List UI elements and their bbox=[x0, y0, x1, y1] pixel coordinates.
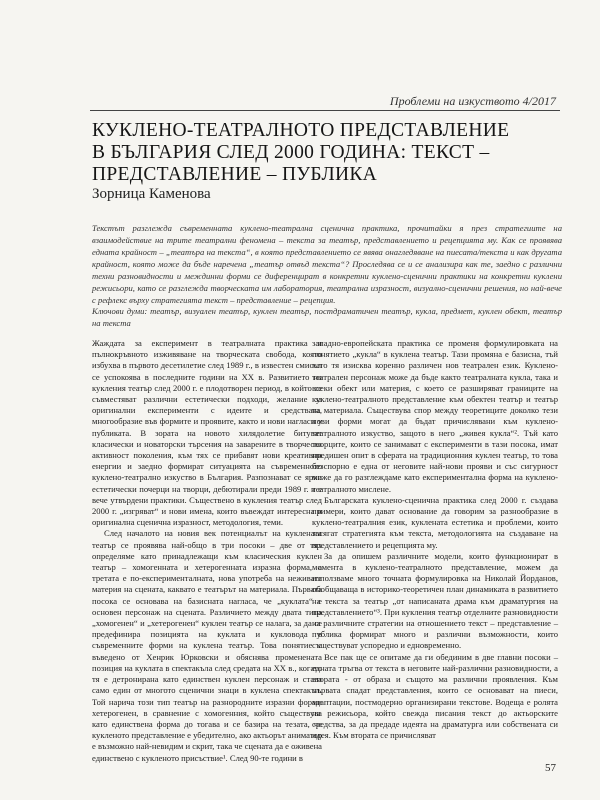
paragraph: След началото на новия век потенциалът на куклената театър се проявява най-общо в три посоки – две от тях определяме като принадлежащи към класическия куклен театър – хомогенната и хетерогенната изразна форма, а третата е по-експерименталната, нова употреба на неживата материя на сцената, каквато е театърът на материала. Първата посока се основава на базисната нагласа, че „куклата“ е основен персонаж на сцената. Различието между двата типа „хомогенен“ и „хетерогенен“ куклен театър се налага, за да се предефинира позицията на куклата и кукловода в съвременните форми на куклена театър. Това понятие е въведено от Хенрик Юрковски и обяснява променената позиция на куклата в спектакъла след средата на ХХ в., когато тя е детронирана като единствен куклен персонаж и става само един от многото сценични знаци в куклена спектакъл. Той нарича този тип театър на разнородните изразни форми хетерогенен, в сравнение с хомогенния, който съществува като единствена форма до тогава и се базира на тезата, че кукленото представление е убедително, ако актьорът аниматор е възможно най-невидим и скрит, така че сцената да е оживена единствено с кукленото присъствие¹. След 90-те години в bbox=[92, 528, 323, 763]
header-rule bbox=[90, 110, 560, 111]
article-title bbox=[92, 120, 562, 186]
title-line: КУКЛЕНО-ТЕАТРАЛНОТО ПРЕДСТАВЛЕНИЕ bbox=[92, 120, 510, 141]
paragraph: Все пак ще се опитаме да ги обединим в две главни посоки – едната тръгва от текста в неговите най-различни разновидности, а втората - от образа и същото ма различни проявления. Към първата спадат представления, които се основават на пиеси, адаптации, постмодерно организирани текстове. Водеща е ролята на режисьора, който свежда писания текст до актьорските средства, за да предаде идеята на драматурга или собствената си идея. Към втората се причисляват bbox=[312, 651, 558, 741]
paragraph: западно-европейската практика се променя формулировката на понятието „кукла“ в куклена театър. Тази промяна е базисна, тъй като тя изисква коренно различен нов театрален език. Куклено-театрален персонаж може да бъде както театралната кукла, така и всеки обект или материя, с което се разширяват границите на куклено-театралното представление към обектен театър и театър на материала. Съществува спор между теоретиците доколко тези нови форми могат да бъдат причислявани към куклено-театралното изкуство, защото в него „живея кукла“². Тъй като творците, които се занимават с експерименти в тази посока, имат предишен опит в сферата на традиционния куклен театър, то това безспорно е една от неговите най-нови прояви и със сигурност може да го разглеждаме като експериментална форма на куклено-театралното мислене. bbox=[312, 338, 558, 494]
body-column-left bbox=[92, 338, 322, 764]
body-column-right bbox=[312, 338, 558, 741]
keywords: Ключови думи: театър, визуален театър, куклен театър, постдраматичен театър, кукла, предмет, куклен обект, театър на текста bbox=[92, 306, 562, 328]
title-line: В БЪЛГАРИЯ СЛЕД 2000 ГОДИНА: ТЕКСТ – bbox=[92, 142, 490, 163]
page-number: 57 bbox=[545, 762, 556, 774]
author-name: Зорница Каменова bbox=[92, 186, 211, 202]
paragraph: За да опишем различните модели, които функционират в момента в куклено-театралното представление, можем да използваме много точната формулировка на Николай Йорданов, обобщаваща в историко-теоретичен план динамиката в развитието на текста за театър „от написаната драма към драматургия на представлението“³. При кукления театър отделните разновидности на различните стратегии на отношението текст – представление – публика формират много и различни възможности, които съществуват успоредно и едновременно. bbox=[312, 550, 558, 651]
paragraph: Българската куклено-сценична практика след 2000 г. създава примери, които дават основание да говорим за разнообразие в куклено-театралния език, куклената естетика и проблеми, които засягат стратегията към текста, методологията на създаване на представлението и рецепцията му. bbox=[312, 494, 558, 550]
title-line: ПРЕДСТАВЛЕНИЕ – ПУБЛИКА bbox=[92, 164, 378, 185]
abstract: Текстът разглежда съвременната куклено-театрална сценична практика, прочитайки я през стратегиите на взаимодействие на трите театрални феномена – текста за театър, представлението и рецепцията му. Как се проявява едната крайност – „театъра на текста“, в която представлението се явява онагледяване на пиесата/текста и как другата крайност, която може да бъде наречена „театър отвъд текста“? Проследява се и се анализира как те, заедно с различни техни разновидности и междинни форми се диференцират в конкретни куклено-сценични практики на конкретни куклени режисьори, като се разглежда творческата им лаборатория, театрална изразност, визуално-сценични решения, но най-вече с рефлекс върху стратегията текст – представление – рецепция. bbox=[92, 223, 562, 306]
paragraph: Жаждата за експеримент в театралната практика и пълнокръвното изживяване на творческата свобода, която избухва в първото десетилетие след 1989 г., в известен смисъл се успокоява в последните години на ХХ в. Развитието на кукления театър след 2000 г. е плодотворен период, в който се съвместяват различни естетически подходи, желание за оригинални експерименти с идеите и средствата, многообразие във формите и проявите, както и нови нагласи у публиката. В зората на новото хилядолетие битуват класически и новаторски търсения на заварените в творческа активност поколения, към тях се прибавят нови креативни енергии и заедно формират ситуацията на съвременното куклено-театрално изкуство в България. Разпознават се ярки естетически почерци на творци, дебютирали преди 1989 г. и е вече утвърдени практики. Съществено в кукления театър след 2000 г. „изгряват“ и нови имена, които въвеждат интересна и оригинална сценична изразност, методология, теми. bbox=[92, 338, 322, 528]
running-head: Проблеми на изкуството 4/2017 bbox=[389, 94, 556, 108]
